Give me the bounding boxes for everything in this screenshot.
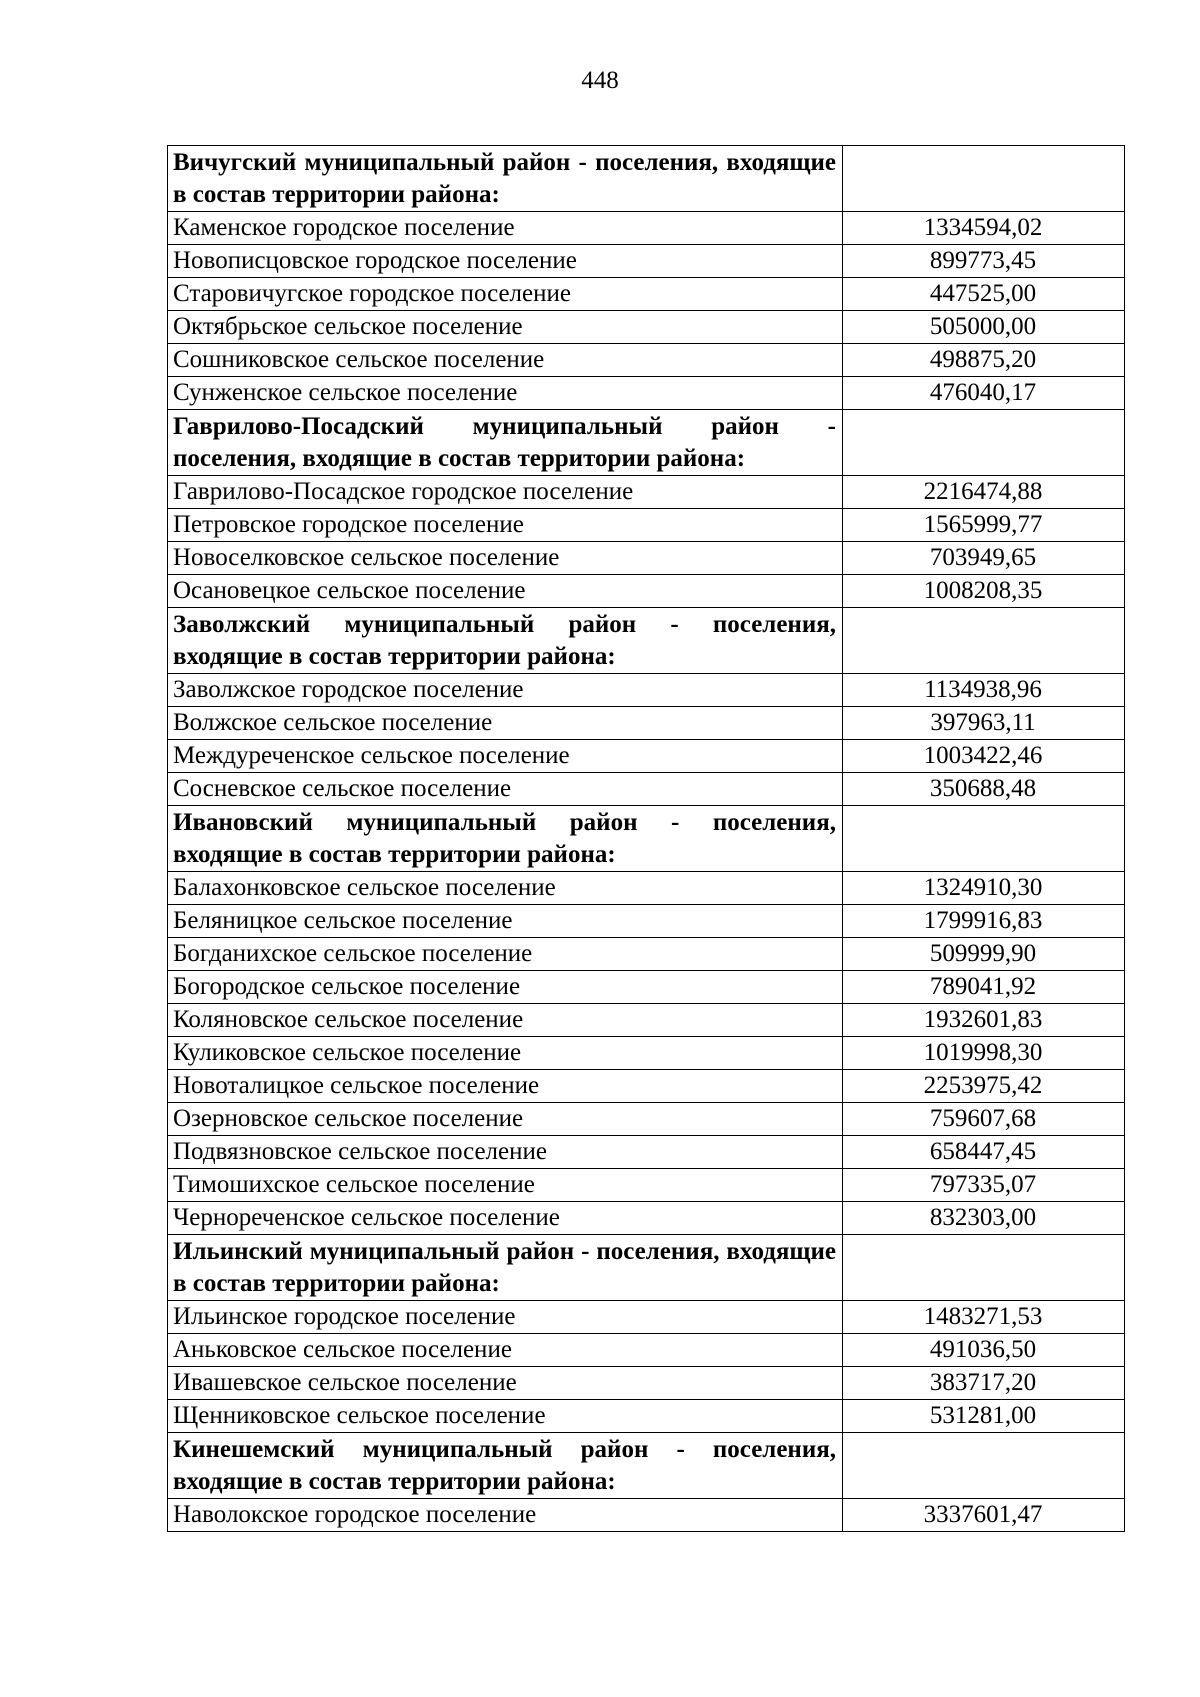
settlement-name: Коляновское сельское поселение: [168, 1004, 843, 1037]
settlement-value: 350688,48: [843, 773, 1125, 806]
settlement-name: Волжское сельское поселение: [168, 707, 843, 740]
table-row: [168, 905, 1125, 938]
settlement-name: Сунженское сельское поселение: [168, 377, 843, 410]
district-header-row: [168, 410, 1125, 476]
table-row: [168, 707, 1125, 740]
table-row: [168, 1367, 1125, 1400]
settlement-value: 1134938,96: [843, 674, 1125, 707]
settlement-name: Балахонковское сельское поселение: [168, 872, 843, 905]
table-row: [168, 245, 1125, 278]
settlement-name: Чернореченское сельское поселение: [168, 1202, 843, 1235]
table-row: [168, 938, 1125, 971]
settlement-name: Октябрьское сельское поселение: [168, 311, 843, 344]
district-header: Кинешемский муниципальный район - поселения, входящие в состав территории района:: [168, 1433, 843, 1499]
settlement-name: Новоселковское сельское поселение: [168, 542, 843, 575]
settlement-value: 505000,00: [843, 311, 1125, 344]
settlement-name: Озерновское сельское поселение: [168, 1103, 843, 1136]
settlement-value: 1008208,35: [843, 575, 1125, 608]
settlement-name: Каменское городское поселение: [168, 212, 843, 245]
table-row: [168, 212, 1125, 245]
settlement-value: 1483271,53: [843, 1301, 1125, 1334]
settlement-name: Куликовское сельское поселение: [168, 1037, 843, 1070]
table-row: [168, 509, 1125, 542]
district-header: Ильинский муниципальный район - поселения, входящие в состав территории района:: [168, 1235, 843, 1301]
district-header-row: [168, 806, 1125, 872]
settlement-name: Беляницкое сельское поселение: [168, 905, 843, 938]
settlement-name: Заволжское городское поселение: [168, 674, 843, 707]
settlement-name: Осановецкое сельское поселение: [168, 575, 843, 608]
district-value-empty: [843, 1433, 1125, 1499]
district-value-empty: [843, 146, 1125, 212]
table-row: [168, 1136, 1125, 1169]
settlement-name: Сосневское сельское поселение: [168, 773, 843, 806]
settlement-value: 658447,45: [843, 1136, 1125, 1169]
settlement-value: 759607,68: [843, 1103, 1125, 1136]
table-row: [168, 278, 1125, 311]
settlement-value: 1019998,30: [843, 1037, 1125, 1070]
table-row: [168, 1499, 1125, 1532]
settlement-value: 2253975,42: [843, 1070, 1125, 1103]
settlement-value: 383717,20: [843, 1367, 1125, 1400]
settlement-name: Петровское городское поселение: [168, 509, 843, 542]
district-header: Ивановский муниципальный район - поселения, входящие в состав территории района:: [168, 806, 843, 872]
settlement-value: 832303,00: [843, 1202, 1125, 1235]
settlement-name: Сошниковское сельское поселение: [168, 344, 843, 377]
table-row: [168, 1202, 1125, 1235]
settlement-name: Наволокское городское поселение: [168, 1499, 843, 1532]
table-row: [168, 311, 1125, 344]
settlement-name: Гаврилово-Посадское городское поселение: [168, 476, 843, 509]
table-row: [168, 542, 1125, 575]
settlement-value: 397963,11: [843, 707, 1125, 740]
table-row: [168, 674, 1125, 707]
table-row: [168, 344, 1125, 377]
settlement-value: 1799916,83: [843, 905, 1125, 938]
table-row: [168, 872, 1125, 905]
district-value-empty: [843, 1235, 1125, 1301]
settlement-value: 797335,07: [843, 1169, 1125, 1202]
settlement-value: 2216474,88: [843, 476, 1125, 509]
table-row: [168, 1301, 1125, 1334]
table-row: [168, 740, 1125, 773]
page-number: 448: [581, 67, 619, 94]
table-row: [168, 1334, 1125, 1367]
table-row: [168, 1037, 1125, 1070]
settlement-value: 1334594,02: [843, 212, 1125, 245]
settlement-name: Ивашевское сельское поселение: [168, 1367, 843, 1400]
settlement-name: Новописцовское городское поселение: [168, 245, 843, 278]
table-row: [168, 773, 1125, 806]
settlement-value: 1003422,46: [843, 740, 1125, 773]
settlement-value: 476040,17: [843, 377, 1125, 410]
district-value-empty: [843, 410, 1125, 476]
settlement-value: 498875,20: [843, 344, 1125, 377]
district-header-row: [168, 1235, 1125, 1301]
table-row: [168, 1004, 1125, 1037]
settlement-value: 703949,65: [843, 542, 1125, 575]
settlements-budget-table: [167, 145, 1125, 1532]
settlement-name: Тимошихское сельское поселение: [168, 1169, 843, 1202]
table-row: [168, 377, 1125, 410]
district-value-empty: [843, 806, 1125, 872]
settlement-name: Богданихское сельское поселение: [168, 938, 843, 971]
district-header-row: [168, 608, 1125, 674]
settlement-name: Богородское сельское поселение: [168, 971, 843, 1004]
district-value-empty: [843, 608, 1125, 674]
settlement-name: Новоталицкое сельское поселение: [168, 1070, 843, 1103]
table-body: [168, 146, 1125, 1532]
settlement-value: 1565999,77: [843, 509, 1125, 542]
table-row: [168, 971, 1125, 1004]
settlement-name: Междуреченское сельское поселение: [168, 740, 843, 773]
table-row: [168, 575, 1125, 608]
settlement-name: Старовичугское городское поселение: [168, 278, 843, 311]
settlement-value: 3337601,47: [843, 1499, 1125, 1532]
table-row: [168, 1400, 1125, 1433]
district-header: Вичугский муниципальный район - поселения, входящие в состав территории района:: [168, 146, 843, 212]
settlement-name: Аньковское сельское поселение: [168, 1334, 843, 1367]
district-header-row: [168, 146, 1125, 212]
settlement-value: 1932601,83: [843, 1004, 1125, 1037]
district-header-row: [168, 1433, 1125, 1499]
settlement-value: 1324910,30: [843, 872, 1125, 905]
settlement-value: 491036,50: [843, 1334, 1125, 1367]
settlement-name: Щенниковское сельское поселение: [168, 1400, 843, 1433]
district-header: Заволжский муниципальный район - поселения, входящие в состав территории района:: [168, 608, 843, 674]
settlement-value: 509999,90: [843, 938, 1125, 971]
table-row: [168, 1169, 1125, 1202]
settlement-value: 789041,92: [843, 971, 1125, 1004]
settlement-value: 899773,45: [843, 245, 1125, 278]
settlement-name: Ильинское городское поселение: [168, 1301, 843, 1334]
settlement-name: Подвязновское сельское поселение: [168, 1136, 843, 1169]
settlement-value: 447525,00: [843, 278, 1125, 311]
district-header: Гаврилово-Посадский муниципальный район - поселения, входящие в состав территории района:: [168, 410, 843, 476]
table-row: [168, 1103, 1125, 1136]
settlement-value: 531281,00: [843, 1400, 1125, 1433]
table-row: [168, 476, 1125, 509]
table-row: [168, 1070, 1125, 1103]
